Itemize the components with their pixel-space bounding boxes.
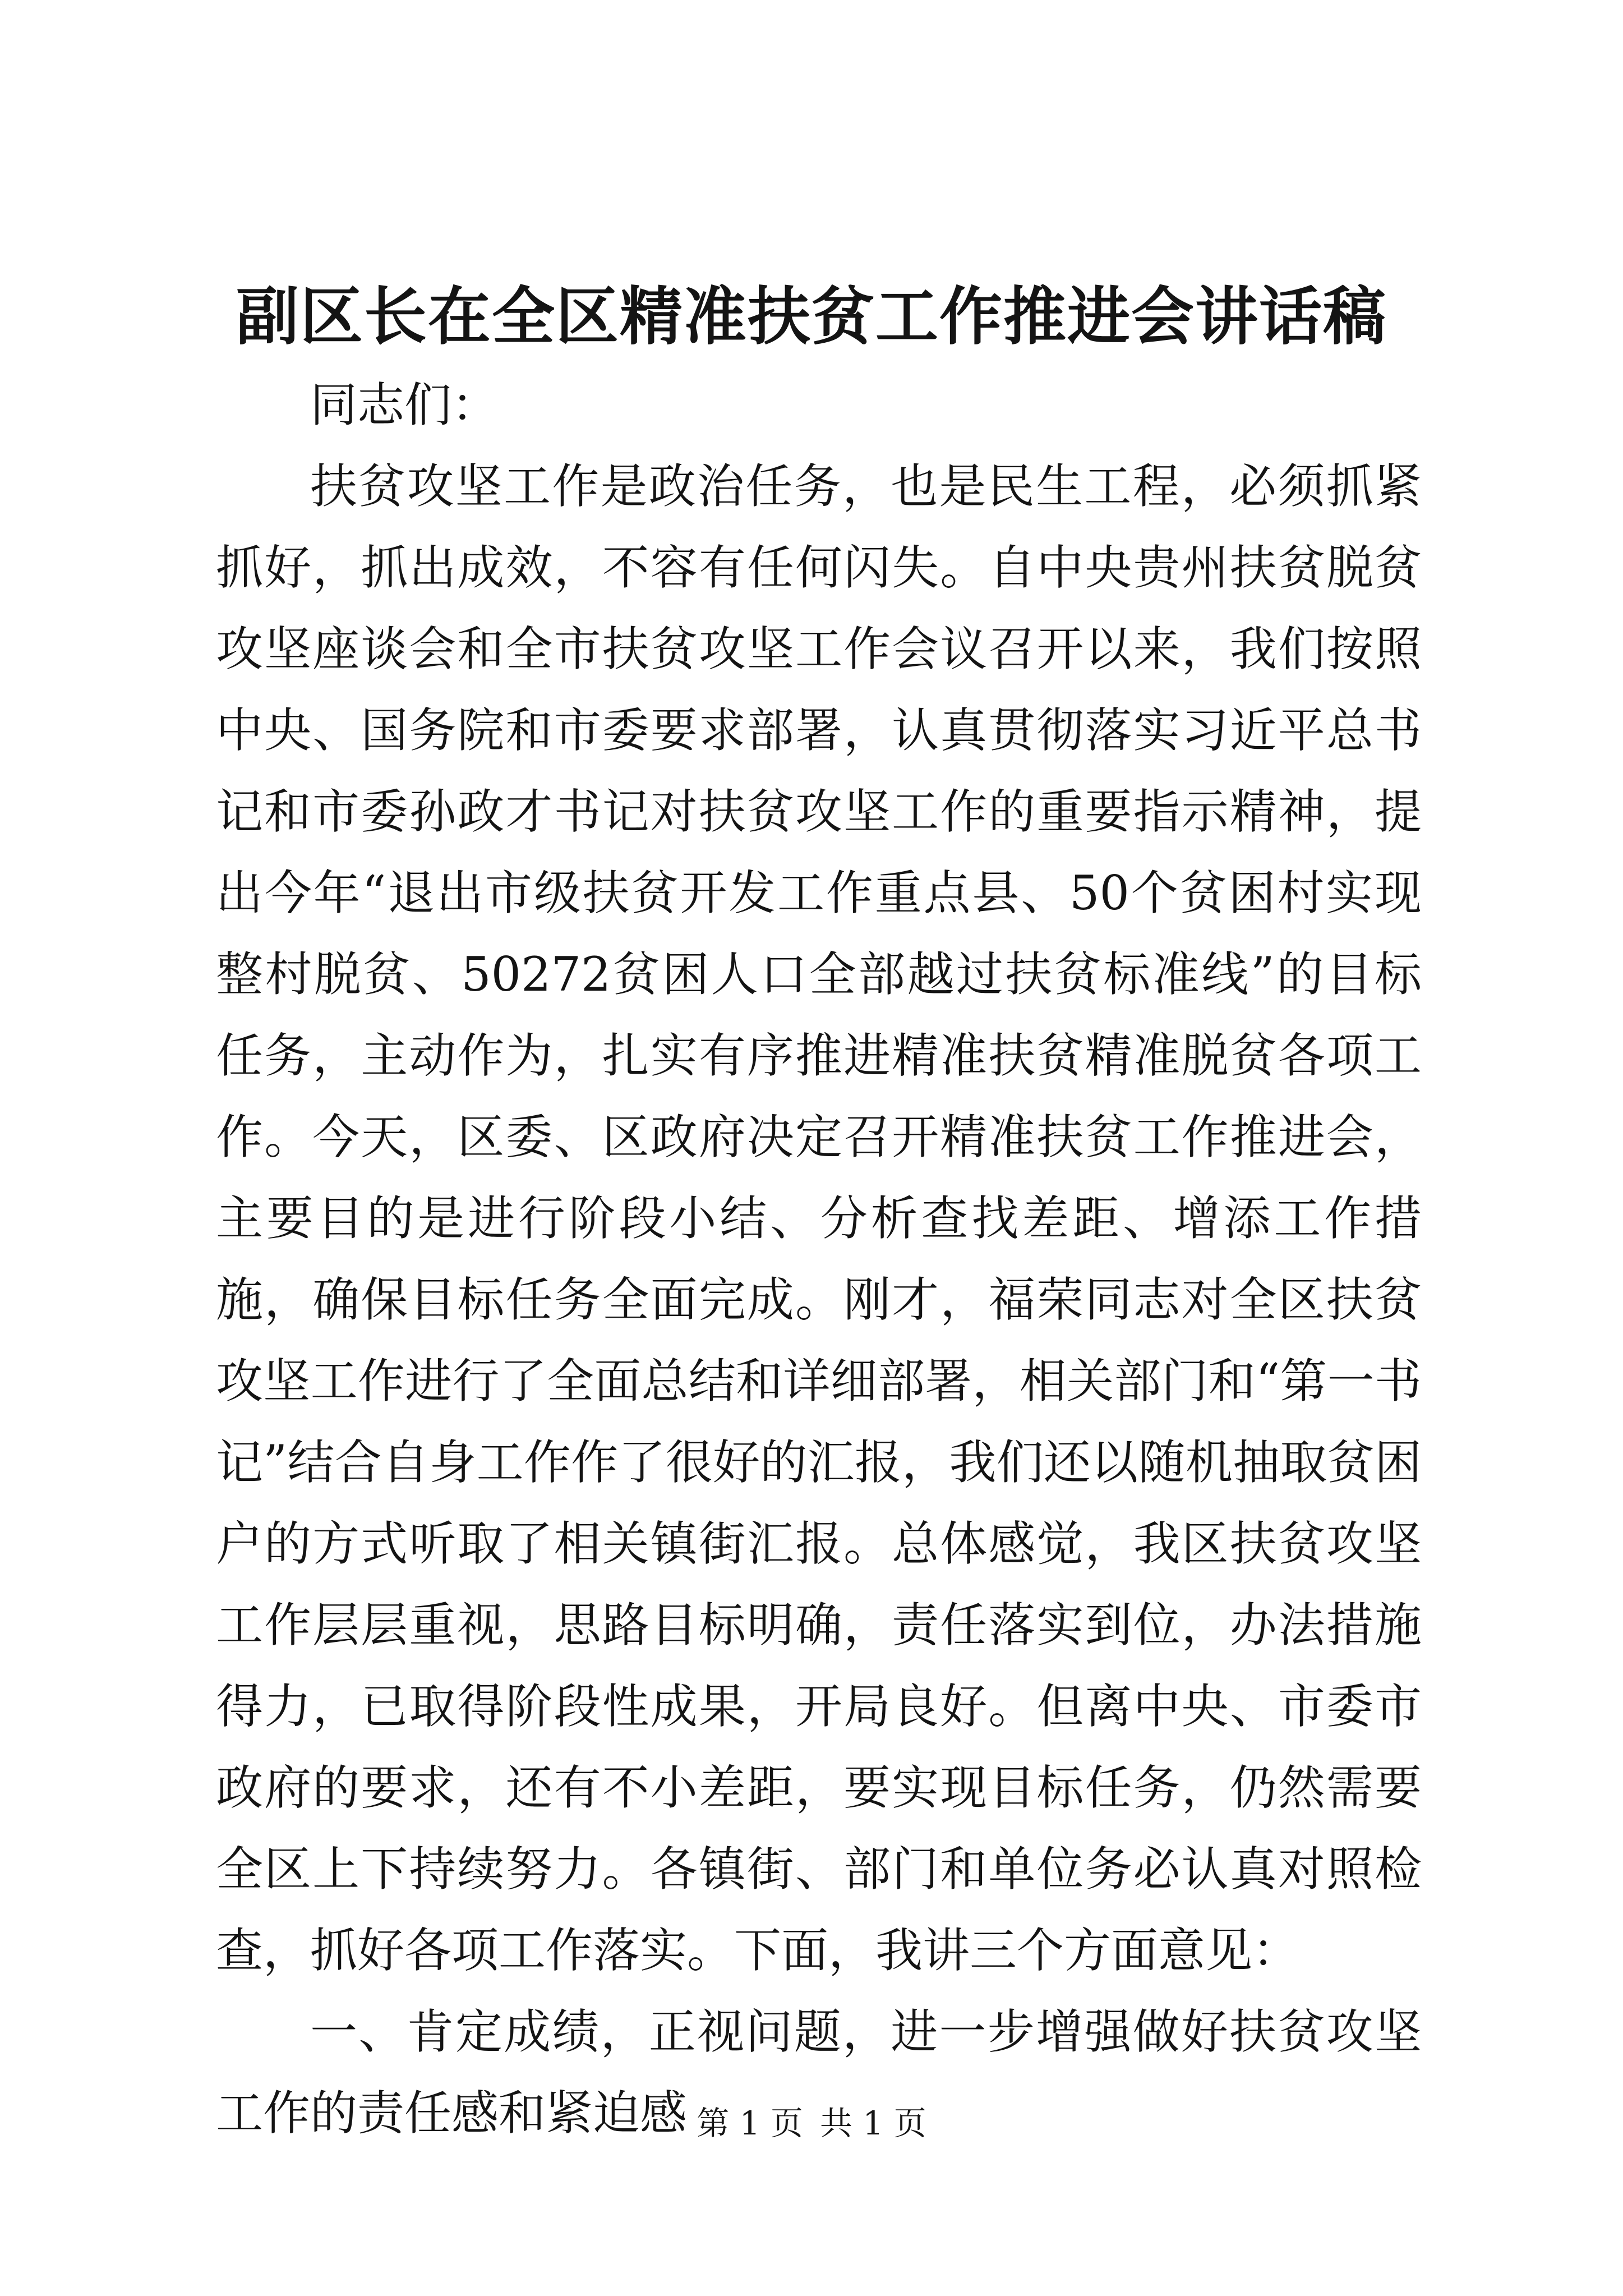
section-heading: 一、肯定成绩，正视问题，进一步增强做好扶贫攻坚工作的责任感和紧迫感 [216, 2004, 1422, 2141]
greeting: 同志们： [310, 378, 499, 432]
document-body [216, 365, 1422, 2154]
page-total: 共 1 页 [820, 2104, 926, 2142]
document-title: 副区长在全区精准扶贫工作推进会讲话稿 [236, 280, 1387, 353]
page-footer [0, 2101, 1623, 2146]
body-paragraph: 扶贫攻坚工作是政治任务，也是民生工程，必须抓紧抓好，抓出成效，不容有任何闪失。自中央贵州扶贫脱贫攻坚座谈会和全市扶贫攻坚工作会议召开以来，我们按照中央、国务院和市委要求部署，认真贯彻落实习近平总书记和市委孙政才书记对扶贫攻坚工作的重要指示精神，提出今年“退出市级扶贫开发工作重点县、50个贫困村实现整村脱贫、50272贫困人口全部越过扶贫标准线”的目标任务，主动作为，扎实有序推进精准扶贫精准脱贫各项工作。今天，区委、区政府决定召开精准扶贫工作推进会，主要目的是进行阶段小结、分析查找差距、增添工作措施，确保目标任务全面完成。刚才，福荣同志对全区扶贫攻坚工作进行了全面总结和详细部署，相关部门和“第一书记”结合自身工作作了很好的汇报，我们还以随机抽取贫困户的方式听取了相关镇街汇报。总体感觉，我区扶贫攻坚工作层层重视，思路目标明确，责任落实到位，办法措施得力，已取得阶段性成果，开局良好。但离中央、市委市政府的要求，还有不小差距，要实现目标任务，仍然需要全区上下持续努力。各镇街、部门和单位务必认真对照检查，抓好各项工作落实。下面，我讲三个方面意见： [216, 459, 1422, 1978]
page-number: 第 1 页 [697, 2104, 803, 2142]
